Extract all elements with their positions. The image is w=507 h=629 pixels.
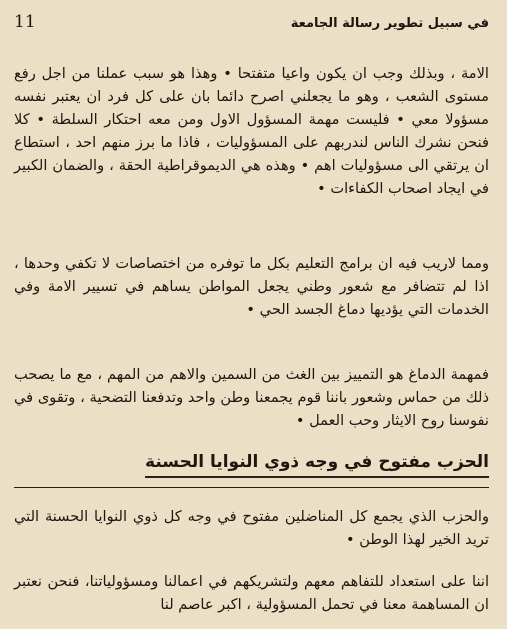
paragraph-1: الامة ، وبذلك وجب ان يكون واعيا متفتحا • وهذا هو سبب عملنا من اجل رفع مستوى الشعب ، وهو ما يجعلني اصرح دائما بان على كل فرد ان يعتبر نفسه مسؤولا معي • فليست مهمة المسؤول الاول ومن معه احتكار السلطة • كلا فنحن نشرك الناس لندربهم على المسؤوليات ، فاذا ما برز منهم احد ، استطاع ان يرتقي الى مسؤوليات اهم • وهذه هي الديموقراطية الحقة ، والضمان الكبير في ايجاد اصحاب الكفاءات •	[14, 65, 489, 197]
heading-divider	[14, 487, 489, 488]
running-title: في سبيل تطوير رسالة الجامعة	[290, 16, 489, 31]
paragraph-4: والحزب الذي يجمع كل المناضلين مفتوح في وجه كل ذوي النوايا الحسنة التي تريد الخير لهذا الوطن •	[14, 508, 489, 548]
paragraph-5: اننا على استعداد للتفاهم معهم ولتشريكهم في اعمالنا ومسؤولياتنا، فنحن نعتبر ان المساهمة معنا في تحمل المسؤولية ، اكبر عاصم لنا	[14, 573, 489, 613]
page-header	[14, 10, 489, 40]
paragraph-2: ومما لاريب فيه ان برامج التعليم بكل ما توفره من اختصاصات لا تكفي وحدها ، اذا لم تتضافر مع شعور وطني يجعل المواطن يساهم في تسيير الامة وفي الخدمات التي يؤديها دماغ الجسد الحي •	[14, 255, 489, 318]
section-heading: الحزب مفتوح في وجه ذوي النوايا الحسنة	[145, 452, 489, 478]
paragraph-3: فمهمة الدماغ هو التمييز بين الغث من السمين والاهم من المهم ، مع ما يصحب ذلك من حماس وشعور باننا قوم يجمعنا وطن واحد وتدفعنا التضحية ، وتقوى في نفوسنا روح الايثار وحب العمل •	[14, 366, 489, 429]
page-number: 11	[14, 12, 36, 32]
